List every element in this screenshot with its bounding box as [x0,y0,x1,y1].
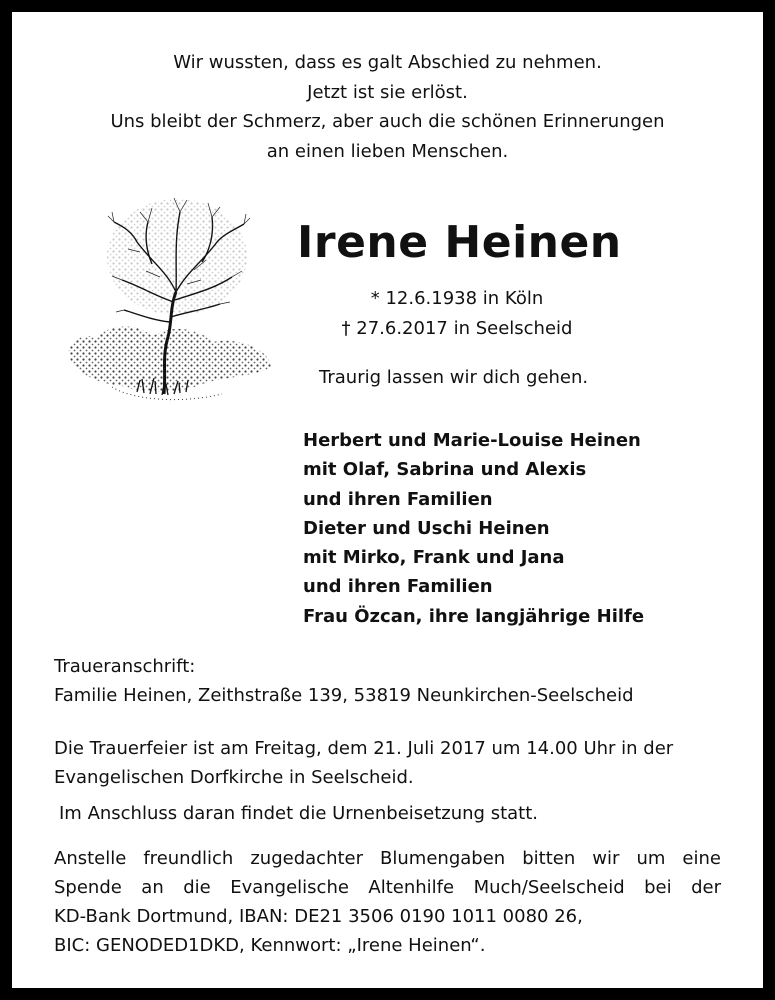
ceremony-line: Die Trauerfeier ist am Freitag, dem 21. Juli 2017 um 14.00 Uhr in der [54,738,674,759]
address-label: Traueranschrift: [54,656,196,677]
deceased-name: Irene Heinen [297,217,622,268]
family-list [303,426,644,631]
family-line: mit Mirko, Frank und Jana [303,547,565,569]
note-line: BIC: GENODED1DKD, Kennwort: „Irene Heinen“. [54,935,486,956]
death-date: † 27.6.2017 in Seelscheid [341,318,573,339]
note-line: KD-Bank Dortmund, IBAN: DE21 3506 0190 1011 0080 26, [54,906,583,927]
family-line: Dieter und Uschi Heinen [303,517,550,539]
obituary-notice [12,12,763,988]
poem [12,48,763,166]
poem-line: an einen lieben Menschen. [266,140,509,162]
birth-date: * 12.6.1938 in Köln [370,288,544,309]
poem-line: Uns bleibt der Schmerz, aber auch die schönen Erinnerungen [110,111,665,132]
family-line: und ihren Familien [303,576,493,598]
family-line: und ihren Familien [303,488,493,510]
tree-illustration [52,172,282,422]
poem-line: Jetzt ist sie erlöst. [307,81,468,103]
ceremony-line: Evangelischen Dorfkirche in Seelscheid. [54,767,414,788]
mourning-address [54,652,634,710]
family-line: Herbert und Marie-Louise Heinen [303,430,641,451]
note-line: Spende an die Evangelische Altenhilfe Much/Seelscheid bei der [54,877,721,898]
note-line: Anstelle freundlich zugedachter Blumengaben bitten wir um eine [54,848,721,869]
family-line: Frau Özcan, ihre langjährige Hilfe [303,605,645,627]
funeral-service [54,734,726,792]
urn-burial: Im Anschluss daran findet die Urnenbeisetzung statt. [59,803,538,824]
address-text: Familie Heinen, Zeithstraße 139, 53819 Neunkirchen-Seelscheid [54,685,634,706]
motto: Traurig lassen wir dich gehen. [319,367,589,388]
donation-note [54,844,721,960]
family-line: mit Olaf, Sabrina und Alexis [303,459,587,481]
life-dates [312,284,602,344]
poem-line: Wir wussten, dass es galt Abschied zu nehmen. [173,52,602,73]
